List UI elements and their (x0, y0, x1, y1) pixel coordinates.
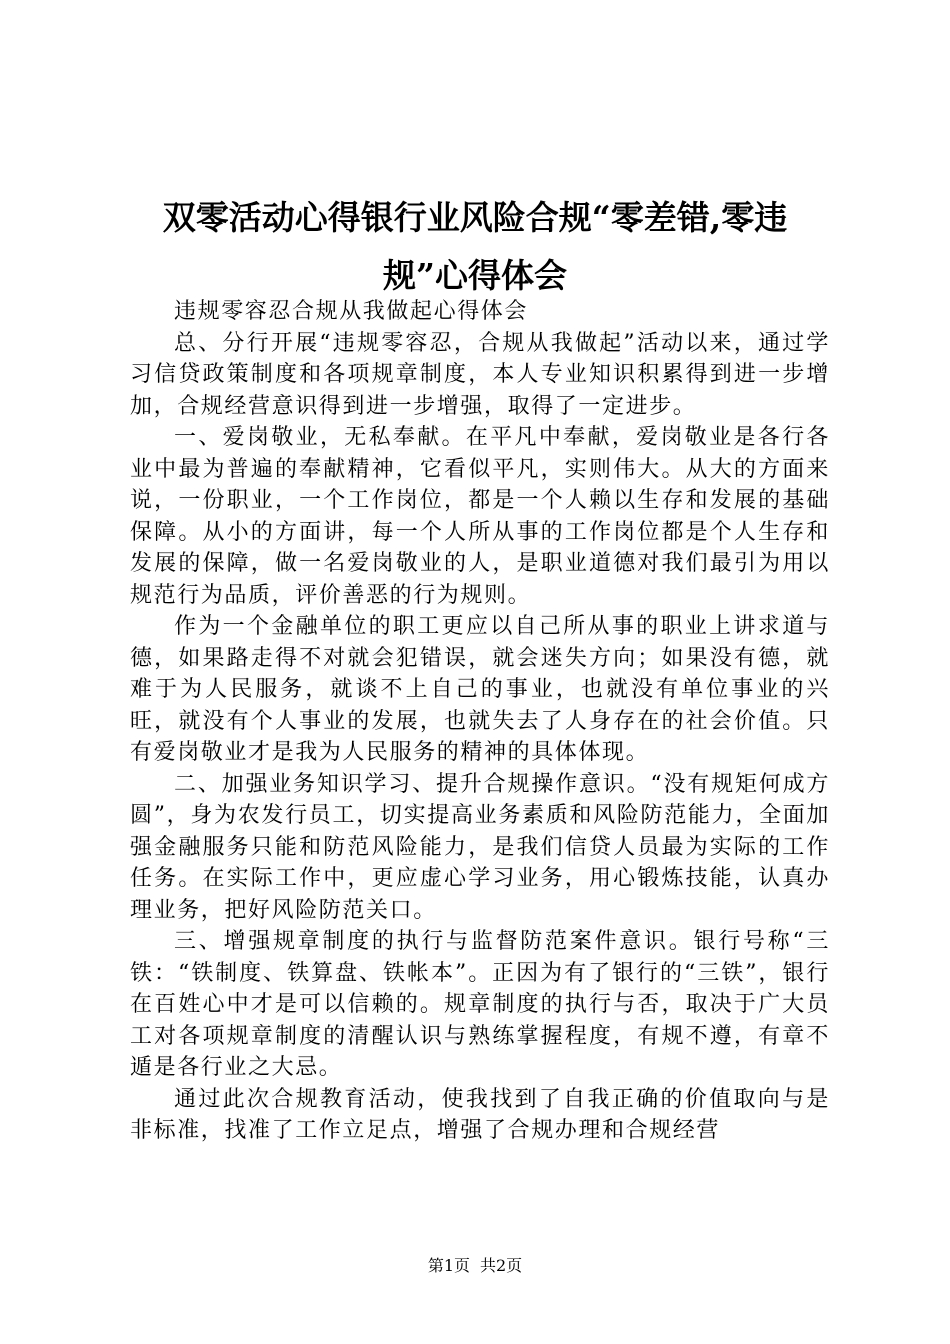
paragraph-subtitle: 违规零容忍合规从我做起心得体会 (174, 299, 529, 324)
paragraph-section-1: 一、爱岗敬业，无私奉献。在平凡中奉献，爱岗敬业是各行各业中最为普遍的奉献精神，它看似平凡，实则伟大。从大的方面来说，一份职业，一个工作岗位，都是一个人赖以生存和发展的基础保障。从小的方面讲，每一个人所从事的工作岗位都是个人生存和发展的保障，做一名爱岗敬业的人，是职业道德对我们最引为用以规范行为品质，评价善恶的行为规则。 (130, 425, 830, 608)
document-body (130, 296, 830, 1147)
document-title-line-1: 双零活动心得银行业风险合规“零差错,零违 (162, 198, 788, 237)
page-number-current: 第1页 (427, 1256, 470, 1275)
page-footer (0, 1253, 950, 1276)
paragraph-section-2: 二、加强业务知识学习、提升合规操作意识。“没有规矩何成方圆”，身为农发行员工，切实提高业务素质和风险防范能力，全面加强金融服务只能和防范风险能力，是我们信贷人员最为实际的工作任务。在实际工作中，更应虚心学习业务，用心锻炼技能，认真办理业务，把好风险防范关口。 (130, 771, 830, 923)
paragraph-intro: 总、分行开展“违规零容忍，合规从我做起”活动以来，通过学习信贷政策制度和各项规章制度，本人专业知识积累得到进一步增加，合规经营意识得到进一步增强，取得了一定进步。 (130, 330, 830, 419)
document-title-line-2: 规”心得体会 (383, 256, 567, 295)
paragraph-section-1-cont: 作为一个金融单位的职工更应以自己所从事的职业上讲求道与德，如果路走得不对就会犯错误，就会迷失方向；如果没有德，就难于为人民服务，就谈不上自己的事业，也就没有单位事业的兴旺，就没有个人事业的发展，也就失去了人身存在的社会价值。只有爱岗敬业才是我为人民服务的精神的具体体现。 (130, 614, 830, 765)
paragraph-section-3: 三、增强规章制度的执行与监督防范案件意识。银行号称“三铁：“铁制度、铁算盘、铁帐本”。正因为有了银行的“三铁”，银行在百姓心中才是可以信赖的。规章制度的执行与否，取决于广大员工对各项规章制度的清醒认识与熟练掌握程度，有规不遵，有章不遁是各行业之大忌。 (130, 929, 830, 1080)
page-number-total: 共2页 (480, 1256, 523, 1275)
paragraph-conclusion: 通过此次合规教育活动，使我找到了自我正确的价值取向与是非标准，找准了工作立足点，增强了合规办理和合规经营 (130, 1086, 830, 1143)
